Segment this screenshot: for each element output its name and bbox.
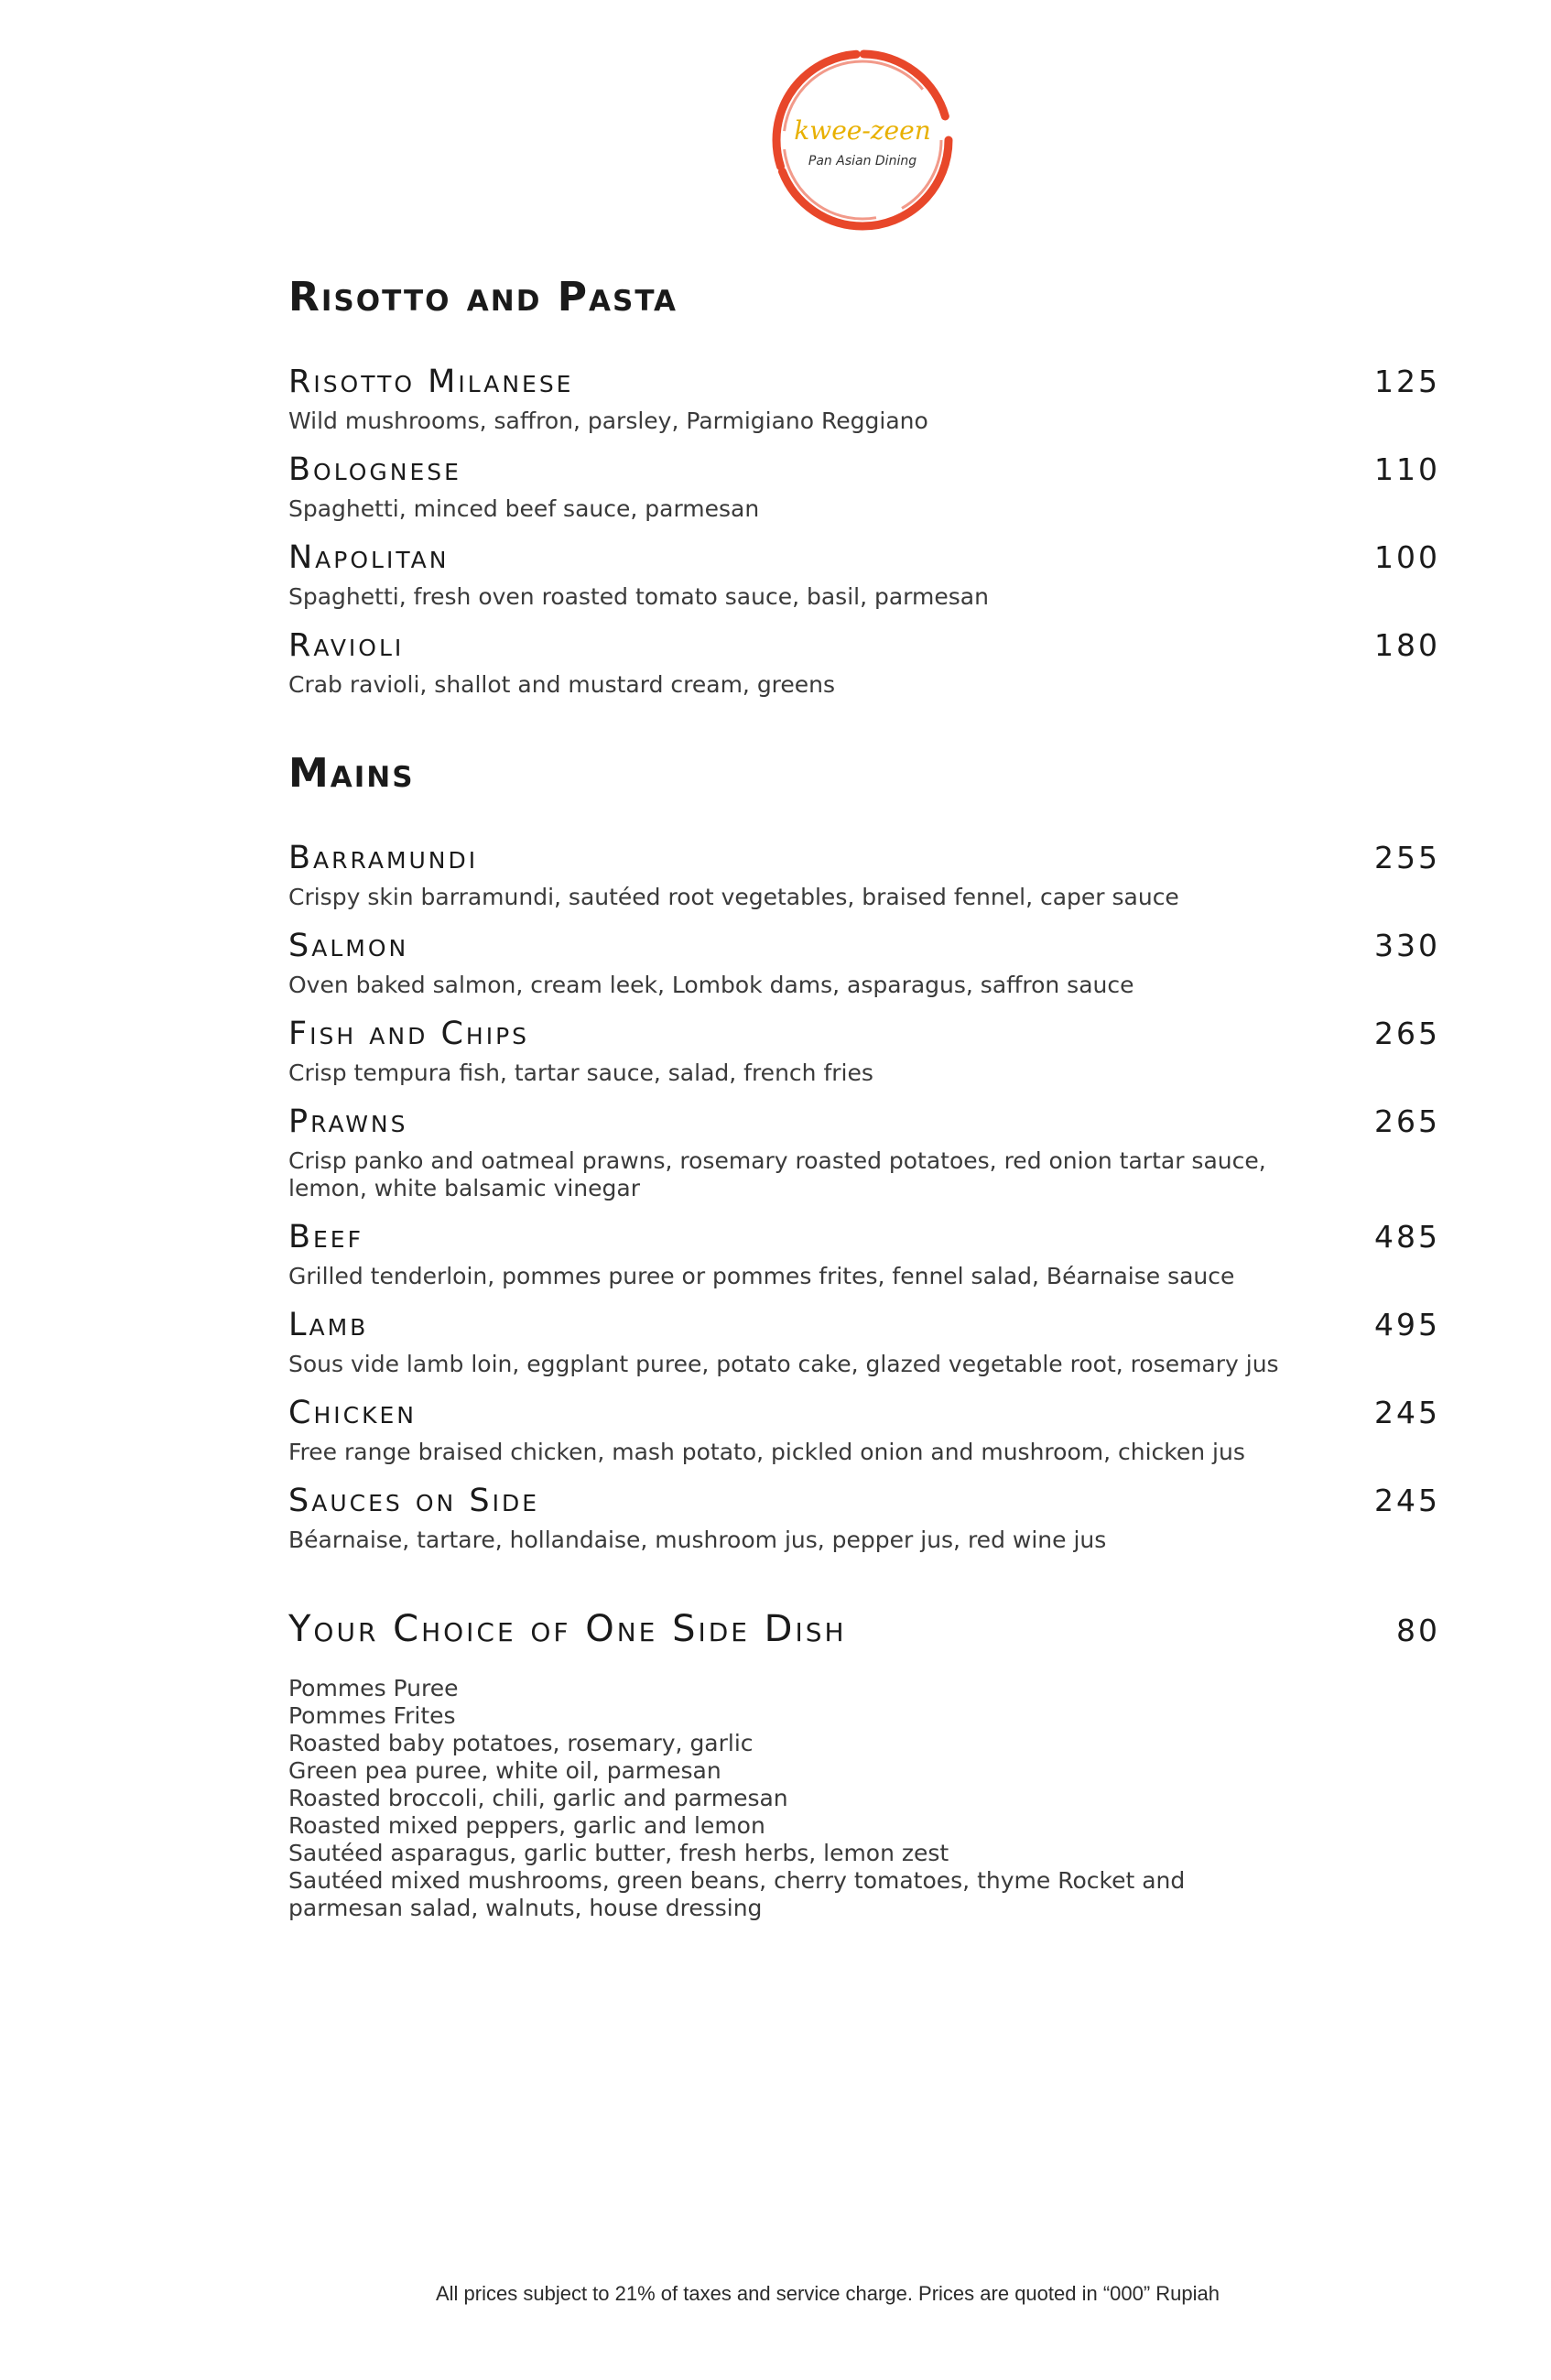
menu-item-name: Chicken <box>288 1395 417 1431</box>
menu-item-name: Beef <box>288 1219 363 1255</box>
menu-item-description: Spaghetti, fresh oven roasted tomato sauce, basil, parmesan <box>288 583 989 610</box>
menu-item-price: 255 <box>1374 840 1440 875</box>
menu-item-description: Grilled tenderloin, pommes puree or pommes frites, fennel salad, Béarnaise sauce <box>288 1263 1235 1289</box>
menu-item-name: Fish and Chips <box>288 1016 530 1052</box>
logo-brand-text: kwee-zeen <box>794 115 931 146</box>
logo-tagline-text: Pan Asian Dining <box>808 154 917 168</box>
menu-item <box>288 1477 1440 1554</box>
menu-item-price: 245 <box>1374 1483 1440 1518</box>
menu-item <box>288 1098 1440 1202</box>
menu-item <box>288 622 1440 699</box>
side-dish-option: Roasted mixed peppers, garlic and lemon <box>288 1812 765 1839</box>
side-dish-option: Sautéed asparagus, garlic butter, fresh herbs, lemon zest <box>288 1840 949 1866</box>
menu-item-name: Risotto Milanese <box>288 364 574 400</box>
menu-item-price: 110 <box>1374 451 1440 487</box>
menu-item-price: 100 <box>1374 539 1440 575</box>
menu-item-name: Ravioli <box>288 627 405 664</box>
side-dish-list <box>288 1675 1440 1922</box>
menu-item-name: Napolitan <box>288 539 450 576</box>
menu-item <box>288 358 1440 435</box>
menu-item <box>288 834 1440 911</box>
menu-item <box>288 1213 1440 1290</box>
menu-item-price: 495 <box>1374 1307 1440 1342</box>
menu-item-name: Prawns <box>288 1103 408 1140</box>
menu-item-description: Spaghetti, minced beef sauce, parmesan <box>288 495 760 522</box>
side-dish-option: Pommes Frites <box>288 1702 456 1729</box>
menu-item-price: 485 <box>1374 1219 1440 1255</box>
menu-item-name: Sauces on Side <box>288 1483 540 1519</box>
menu-item-name: Lamb <box>288 1307 369 1343</box>
section-title: Mains <box>288 750 415 797</box>
menu-item <box>288 922 1440 999</box>
menu-sections <box>288 270 1440 1554</box>
menu-item-name: Bolognese <box>288 451 461 488</box>
menu-item <box>288 446 1440 523</box>
side-dish-price: 80 <box>1396 1613 1440 1648</box>
menu-item-description: Béarnaise, tartare, hollandaise, mushroom jus, pepper jus, red wine jus <box>288 1527 1107 1553</box>
menu-item <box>288 1010 1440 1087</box>
side-dish-option: Green pea puree, white oil, parmesan <box>288 1757 721 1784</box>
menu-item-description: Crisp panko and oatmeal prawns, rosemary roasted potatoes, red onion tartar sauce, lemon, white balsamic vinegar <box>288 1147 1266 1201</box>
side-dish-header <box>288 1602 1440 1657</box>
menu-item-price: 245 <box>1374 1395 1440 1430</box>
logo-ring-icon <box>766 44 959 236</box>
menu-item-price: 265 <box>1374 1016 1440 1051</box>
side-dish-option: Roasted broccoli, chili, garlic and parmesan <box>288 1785 788 1811</box>
menu-section <box>288 710 1440 1554</box>
menu-item-description: Free range braised chicken, mash potato, pickled onion and mushroom, chicken jus <box>288 1439 1245 1465</box>
section-title: Risotto and Pasta <box>288 274 678 321</box>
side-dish-option: Roasted baby potatoes, rosemary, garlic <box>288 1730 754 1756</box>
side-dish-option: parmesan salad, walnuts, house dressing <box>288 1895 763 1921</box>
menu-content <box>288 270 1440 1922</box>
side-dish-title: Your Choice of One Side Dish <box>288 1608 847 1650</box>
menu-item-name: Barramundi <box>288 840 479 876</box>
menu-item <box>288 1301 1440 1378</box>
menu-section <box>288 270 1440 699</box>
menu-item-description: Sous vide lamb loin, eggplant puree, potato cake, glazed vegetable root, rosemary jus <box>288 1351 1279 1377</box>
menu-item-description: Crisp tempura fish, tartar sauce, salad, french fries <box>288 1060 873 1086</box>
side-dish-option: Sautéed mixed mushrooms, green beans, cherry tomatoes, thyme Rocket and <box>288 1867 1186 1894</box>
menu-item-price: 265 <box>1374 1103 1440 1139</box>
menu-item-price: 180 <box>1374 627 1440 663</box>
menu-item-description: Crab ravioli, shallot and mustard cream, greens <box>288 671 836 698</box>
price-footnote: All prices subject to 21% of taxes and service charge. Prices are quoted in “000” Rupiah <box>436 2282 1220 2305</box>
menu-item-description: Wild mushrooms, saffron, parsley, Parmigiano Reggiano <box>288 408 928 434</box>
menu-item-name: Salmon <box>288 928 409 964</box>
menu-item-description: Oven baked salmon, cream leek, Lombok dams, asparagus, saffron sauce <box>288 972 1134 998</box>
restaurant-logo <box>766 44 959 236</box>
menu-item-description: Crispy skin barramundi, sautéed root vegetables, braised fennel, caper sauce <box>288 884 1179 910</box>
side-dish-option: Pommes Puree <box>288 1675 459 1701</box>
menu-item-price: 125 <box>1374 364 1440 399</box>
menu-item <box>288 534 1440 611</box>
menu-item-price: 330 <box>1374 928 1440 963</box>
menu-item <box>288 1389 1440 1466</box>
